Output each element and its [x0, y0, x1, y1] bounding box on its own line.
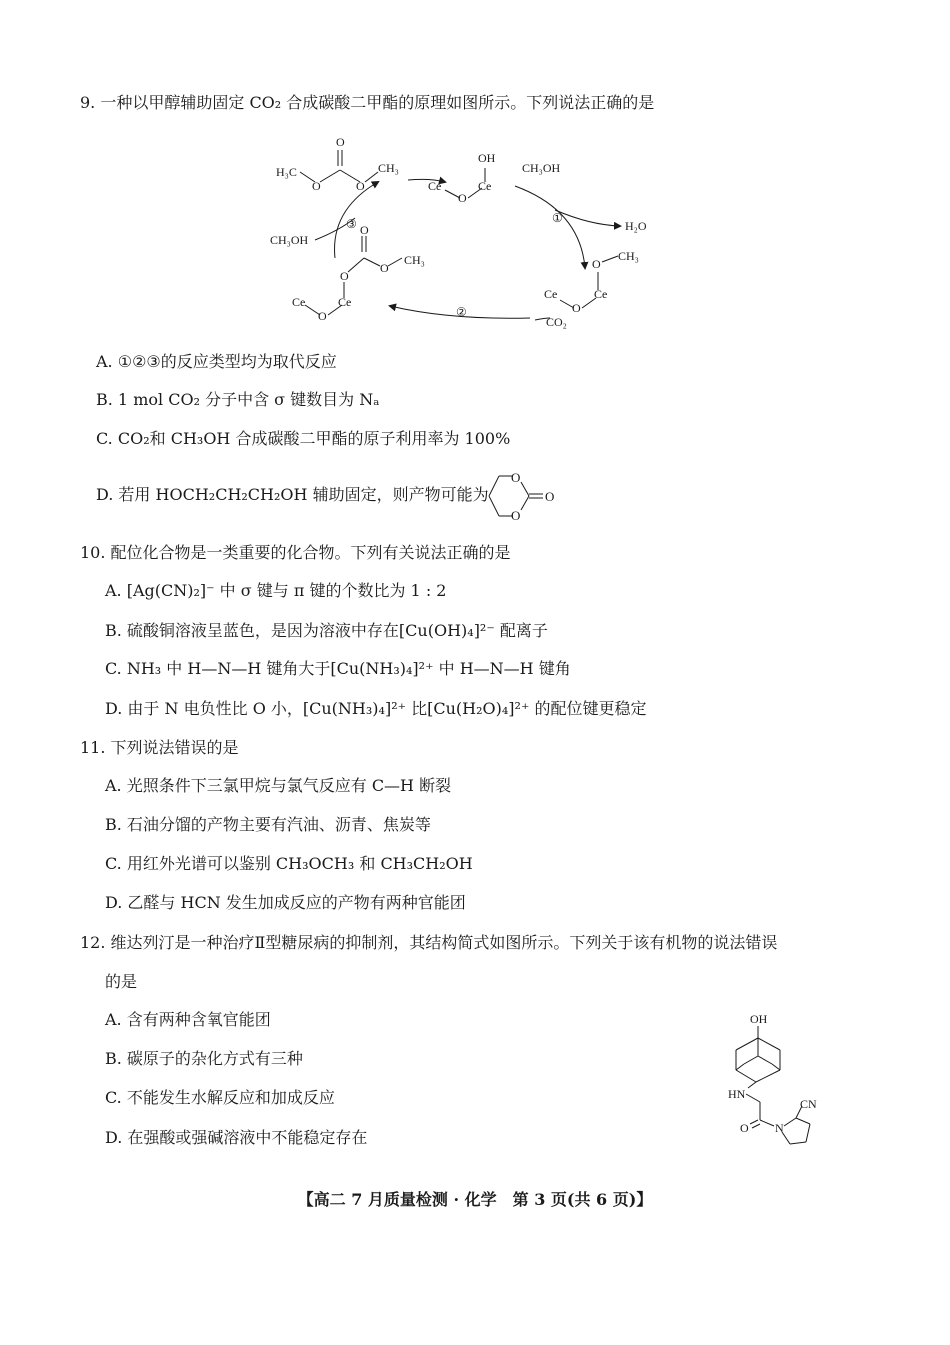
step-3-label: ③	[346, 217, 357, 231]
q10-stem: 10. 配位化合物是一类重要的化合物。下列有关说法正确的是	[80, 543, 511, 562]
oh-label: OH	[478, 151, 496, 165]
q11-stem: 11. 下列说法错误的是	[80, 738, 239, 757]
ch3-label: CH₃	[404, 253, 425, 267]
h3c-label: H₃C	[276, 165, 297, 179]
q12-stem: 12. 维达列汀是一种治疗Ⅱ型糖尿病的抑制剂，其结构简式如图所示。下列关于该有机物的说法错误	[80, 933, 778, 952]
q9-stem: 9. 一种以甲醇辅助固定 CO₂ 合成碳酸二甲酯的原理如图所示。下列说法正确的是	[80, 93, 655, 112]
ring-o-label: O	[511, 470, 521, 485]
q11-option-d: D. 乙醛与 HCN 发生加成反应的产物有两种官能团	[105, 893, 466, 912]
ch3-label: CH₃	[378, 161, 399, 175]
q12-option-a: A. 含有两种含氧官能团	[105, 1010, 271, 1029]
q9-option-a: A. ①②③的反应类型均为取代反应	[96, 352, 337, 371]
ce-label: Ce	[478, 179, 492, 193]
cn-label: CN	[800, 1097, 817, 1111]
o-label: O	[340, 269, 349, 283]
o-label: O	[458, 191, 467, 205]
carbonyl-o-label: O	[740, 1121, 749, 1135]
o-label: O	[380, 261, 389, 275]
q12-option-c: C. 不能发生水解反应和加成反应	[105, 1088, 335, 1107]
q12-option-d: D. 在强酸或强碱溶液中不能稳定存在	[105, 1128, 368, 1147]
hn-label: HN	[728, 1087, 746, 1101]
q10-option-a: A. [Ag(CN)₂]⁻ 中 σ 键与 π 键的个数比为 1 : 2	[105, 581, 447, 600]
co2-label: CO₂	[546, 315, 567, 329]
ch3-label: CH₃	[618, 249, 639, 263]
q11-option-b: B. 石油分馏的产物主要有汽油、沥青、焦炭等	[105, 815, 431, 834]
o-label: O	[336, 135, 345, 149]
q10-option-c: C. NH₃ 中 H—N—H 键角大于[Cu(NH₃)₄]²⁺ 中 H—N—H 键角	[105, 659, 571, 678]
o-label: O	[572, 301, 581, 315]
q9-option-d: D. 若用 HOCH₂CH₂CH₂OH 辅助固定，则产物可能为	[96, 485, 489, 504]
step-2-label: ②	[456, 305, 467, 319]
o-label: O	[592, 257, 601, 271]
cyclic-carbonate-structure	[483, 470, 563, 522]
q11-option-a: A. 光照条件下三氯甲烷与氯气反应有 C—H 断裂	[105, 776, 452, 795]
q9-reaction-cycle-figure	[260, 130, 680, 340]
o-label: O	[318, 309, 327, 323]
oh-label: OH	[750, 1012, 768, 1026]
o-label: O	[312, 179, 321, 193]
vildagliptin-structure	[718, 1008, 833, 1160]
ce-label: Ce	[338, 295, 352, 309]
q9-option-b: B. 1 mol CO₂ 分子中含 σ 键数目为 Nₐ	[96, 390, 380, 409]
q10-option-d: D. 由于 N 电负性比 O 小，[Cu(NH₃)₄]²⁺ 比[Cu(H₂O)₄]²⁺ 的配位键更稳定	[105, 699, 647, 718]
q10-option-b: B. 硫酸铜溶液呈蓝色，是因为溶液中存在[Cu(OH)₄]²⁻ 配离子	[105, 621, 548, 640]
step-1-label: ①	[552, 211, 563, 225]
o-label: O	[356, 179, 365, 193]
ring-o-label: O	[511, 508, 521, 522]
q11-option-c: C. 用红外光谱可以鉴别 CH₃OCH₃ 和 CH₃CH₂OH	[105, 854, 473, 873]
ce-label: Ce	[428, 179, 442, 193]
ch3oh-label: CH₃OH	[522, 161, 561, 175]
carbonyl-o-label: O	[545, 489, 555, 504]
q12-stem-continued: 的是	[105, 972, 138, 991]
o-label: O	[360, 223, 369, 237]
ce-label: Ce	[292, 295, 306, 309]
ring-n-label: N	[775, 1121, 784, 1135]
ch3oh-label: CH₃OH	[270, 233, 309, 247]
ce-label: Ce	[544, 287, 558, 301]
h2o-label: H₂O	[625, 219, 647, 233]
ce-label: Ce	[594, 287, 608, 301]
q9-option-c: C. CO₂和 CH₃OH 合成碳酸二甲酯的原子利用率为 100%	[96, 429, 511, 448]
q12-option-b: B. 碳原子的杂化方式有三种	[105, 1049, 303, 1068]
page-footer: 【高二 7 月质量检测 · 化学 第 3 页(共 6 页)】	[297, 1190, 653, 1209]
